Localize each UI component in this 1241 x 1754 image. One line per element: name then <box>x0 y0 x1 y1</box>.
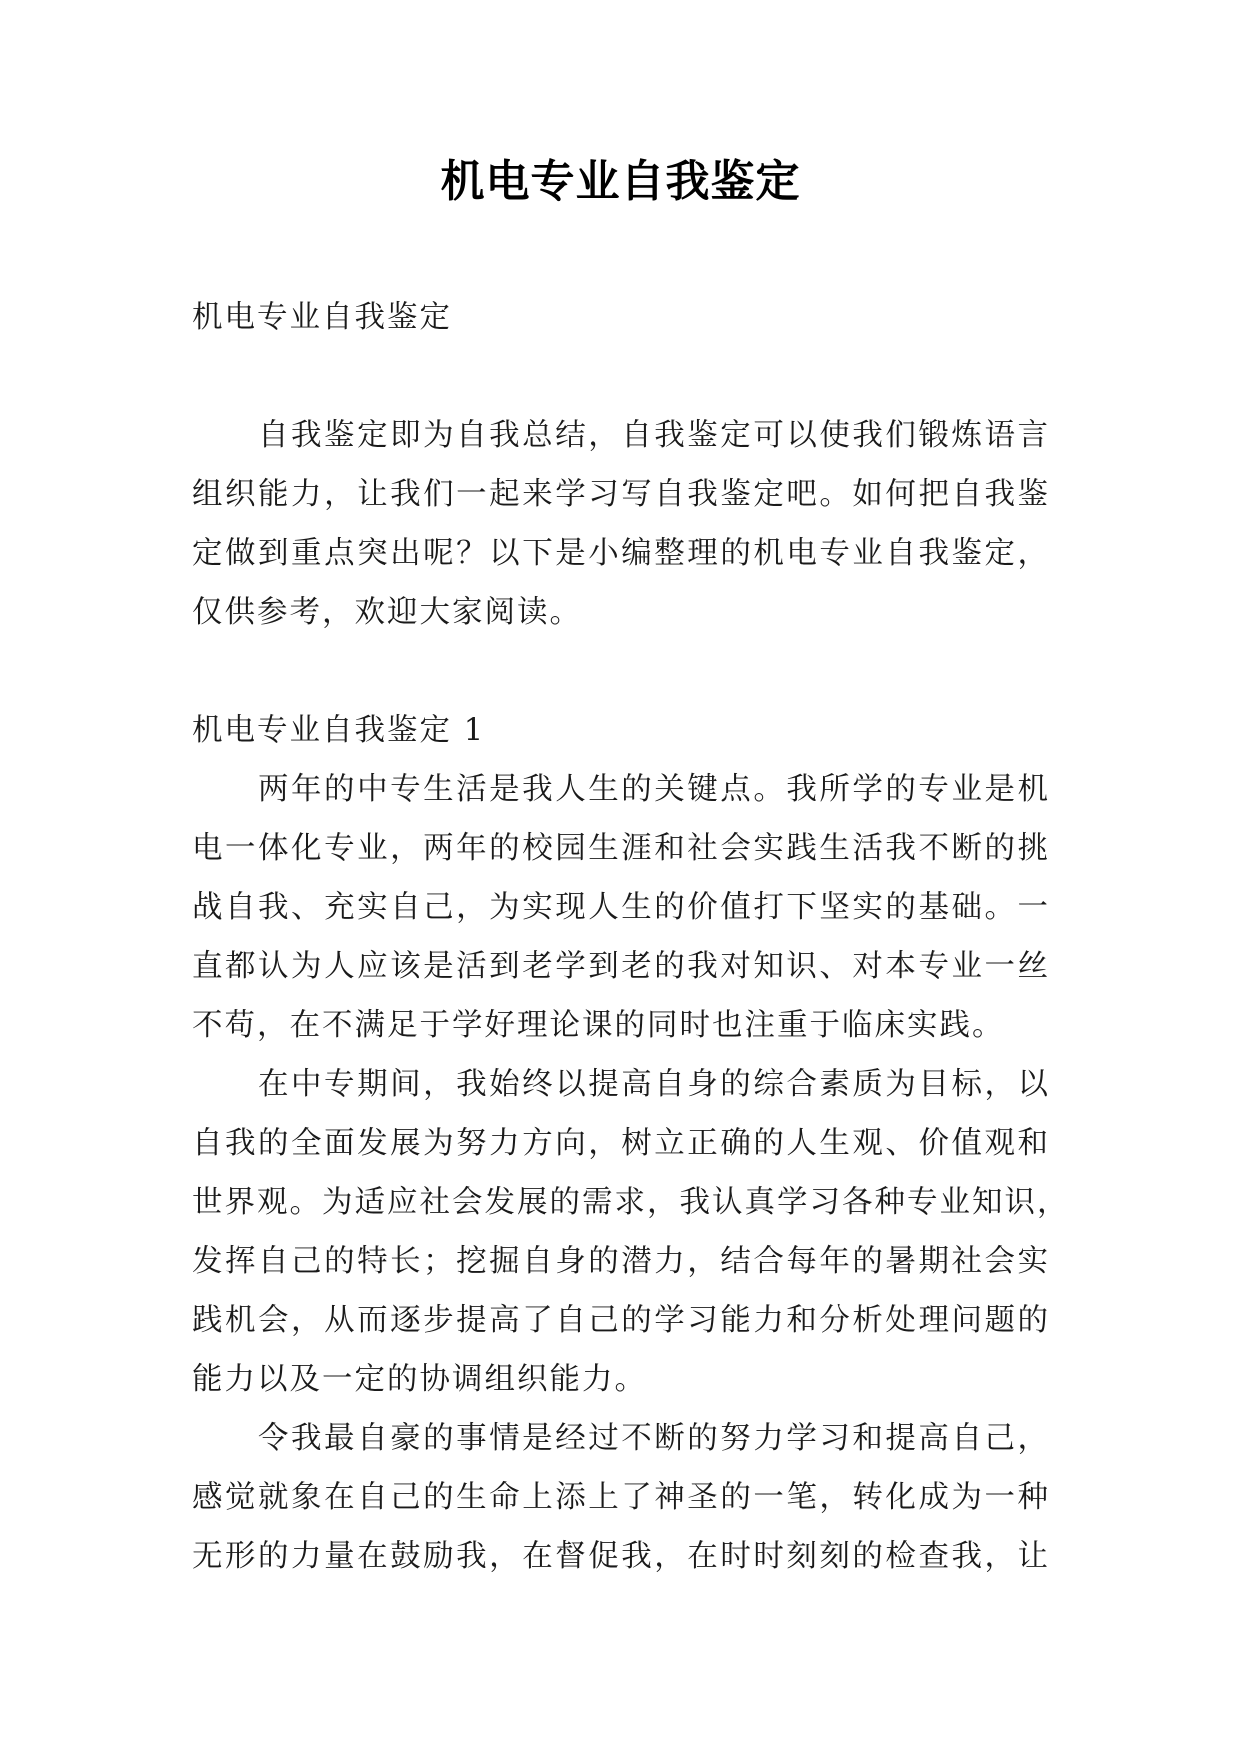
text-line: 世界观。为适应社会发展的需求，我认真学习各种专业知识， <box>192 1185 1070 1220</box>
spacer <box>192 642 1050 701</box>
section-heading: 机电专业自我鉴定 1 <box>192 713 486 748</box>
text-line: 感觉就象在自己的生命上添上了神圣的一笔，转化成为一种 <box>192 1480 1050 1515</box>
text-line: 组织能力，让我们一起来学习写自我鉴定吧。如何把自我鉴 <box>192 477 1050 512</box>
text-line: 电一体化专业，两年的校园生涯和社会实践生活我不断的挑 <box>192 831 1050 866</box>
section1-paragraph-1 <box>192 760 1050 1055</box>
intro-paragraph <box>192 406 1050 642</box>
text-line: 发挥自己的特长；挖掘自身的潜力，结合每年的暑期社会实 <box>192 1244 1050 1279</box>
text-line: 仅供参考，欢迎大家阅读。 <box>192 595 582 630</box>
text-line: 战自我、充实自己，为实现人生的价值打下坚实的基础。一 <box>192 890 1050 925</box>
text-line: 能力以及一定的协调组织能力。 <box>192 1362 647 1397</box>
spacer <box>192 347 1050 406</box>
text-line: 自我的全面发展为努力方向，树立正确的人生观、价值观和 <box>192 1126 1050 1161</box>
section1-paragraph-2 <box>192 1055 1070 1409</box>
subtitle: 机电专业自我鉴定 <box>192 300 452 335</box>
document-title: 机电专业自我鉴定 <box>440 156 801 207</box>
text-line: 两年的中专生活是我人生的关键点。我所学的专业是机 <box>258 772 1050 807</box>
text-line: 无形的力量在鼓励我，在督促我，在时时刻刻的检查我，让 <box>192 1539 1050 1574</box>
document-body <box>192 288 1070 1586</box>
text-line: 不苟，在不满足于学好理论课的同时也注重于临床实践。 <box>192 1008 1005 1043</box>
text-line: 定做到重点突出呢？以下是小编整理的机电专业自我鉴定， <box>192 536 1050 571</box>
text-line: 令我最自豪的事情是经过不断的努力学习和提高自己， <box>258 1421 1050 1456</box>
text-line: 自我鉴定即为自我总结，自我鉴定可以使我们锻炼语言 <box>258 418 1050 453</box>
text-line: 直都认为人应该是活到老学到老的我对知识、对本专业一丝 <box>192 949 1050 984</box>
text-line: 在中专期间，我始终以提高自身的综合素质为目标，以 <box>258 1067 1050 1102</box>
section1-paragraph-3 <box>192 1409 1050 1586</box>
text-line: 践机会，从而逐步提高了自己的学习能力和分析处理问题的 <box>192 1303 1050 1338</box>
